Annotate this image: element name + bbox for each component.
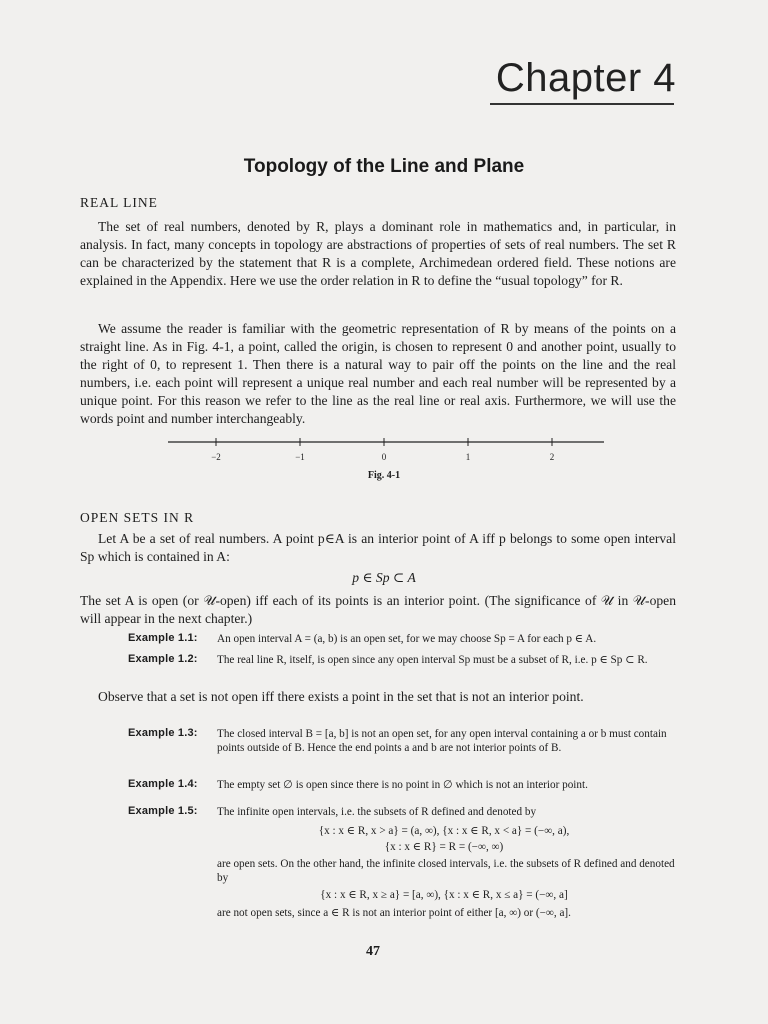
number-line-label: 1: [465, 452, 471, 462]
number-line-figure: [168, 434, 604, 464]
example-text: are open sets. On the other hand, the infinite closed intervals, i.e. the subsets of R defined and denoted by: [217, 858, 675, 884]
example-text: The closed interval B = [a, b] is not an open set, for any open interval containing a or b must contain points outside of B. Hence the end points a and b are not interior points of B.: [217, 728, 667, 754]
figure-caption: Fig. 4-1: [367, 470, 401, 481]
heading-open-sets: OPEN SETS IN R: [80, 510, 195, 525]
paragraph-interior-point: Let A be a set of real numbers. A point p∈A is an interior point of A iff p belongs to some open interval Sp which is contained in A:: [80, 531, 676, 564]
formula-open-intervals: {x : x ∈ R, x > a} = (a, ∞), {x : x ∈ R, x < a} = (−∞, a),: [318, 825, 570, 837]
page-number: 47: [366, 944, 380, 959]
paragraph-not-open: Observe that a set is not open iff there exists a point in the set that is not an interior point.: [98, 689, 584, 704]
chapter-title: Chapter 4: [495, 56, 676, 100]
example-text: An open interval A = (a, b) is an open set, for we may choose Sp = A for each p ∈ A.: [217, 633, 597, 645]
example-label: Example 1.4:: [128, 778, 198, 790]
example-label: Example 1.1:: [128, 632, 198, 644]
paragraph-geometric-representation: We assume the reader is familiar with the geometric representation of R by means of the points on a straight line. As in Fig. 4-1, a point, called the origin, is chosen to represent 0 and another point, usually to the right of 0, to represent 1. Then there is a natural way to pair off the points on the line and the real numbers, i.e. each point will represent a unique real number and each real number will be represented by a unique point. For this reason we refer to the line as the real line or real axis. Furthermore, we will use the words point and number interchangeably.: [80, 321, 676, 426]
paragraph-real-numbers: The set of real numbers, denoted by R, plays a dominant role in mathematics and, in particular, in analysis. In fact, many concepts in topology are abstractions of properties of sets of real numbers. The set R can be characterized by the statement that R is a complete, Archimedean ordered field. These notions are explained in the Appendix. Here we use the order relation in R to define the “usual topology” for R.: [80, 219, 676, 288]
number-line-label: 2: [549, 452, 555, 462]
example-text: The real line R, itself, is open since any open interval Sp must be a subset of R, i.e. p ∈ Sp ⊂ R.: [217, 654, 648, 666]
example-label: Example 1.2:: [128, 653, 198, 665]
formula-real-line: {x : x ∈ R} = R = (−∞, ∞): [384, 841, 504, 853]
example-text: The infinite open intervals, i.e. the subsets of R defined and denoted by: [217, 806, 537, 818]
number-line-label: 0: [381, 452, 387, 462]
example-text: The empty set ∅ is open since there is no point in ∅ which is not an interior point.: [217, 779, 588, 791]
chapter-underline: [490, 103, 674, 105]
section-title: Topology of the Line and Plane: [243, 156, 525, 177]
number-line-label: −2: [211, 452, 221, 462]
example-label: Example 1.3:: [128, 727, 198, 739]
heading-real-line: REAL LINE: [80, 195, 158, 210]
number-line-label: −1: [295, 452, 305, 462]
formula-closed-intervals: {x : x ∈ R, x ≥ a} = [a, ∞), {x : x ∈ R, x ≤ a} = (−∞, a]: [320, 889, 568, 901]
formula-interior-point: p ∈ Sp ⊂ A: [352, 570, 416, 585]
paragraph-open-definition: The set A is open (or 𝒰-open) iff each of its points is an interior point. (The significance of 𝒰 in 𝒰-open will appear in the next chapter.): [80, 593, 676, 626]
example-label: Example 1.5:: [128, 805, 198, 817]
example-text: are not open sets, since a ∈ R is not an interior point of either [a, ∞) or (−∞, a].: [217, 907, 571, 919]
